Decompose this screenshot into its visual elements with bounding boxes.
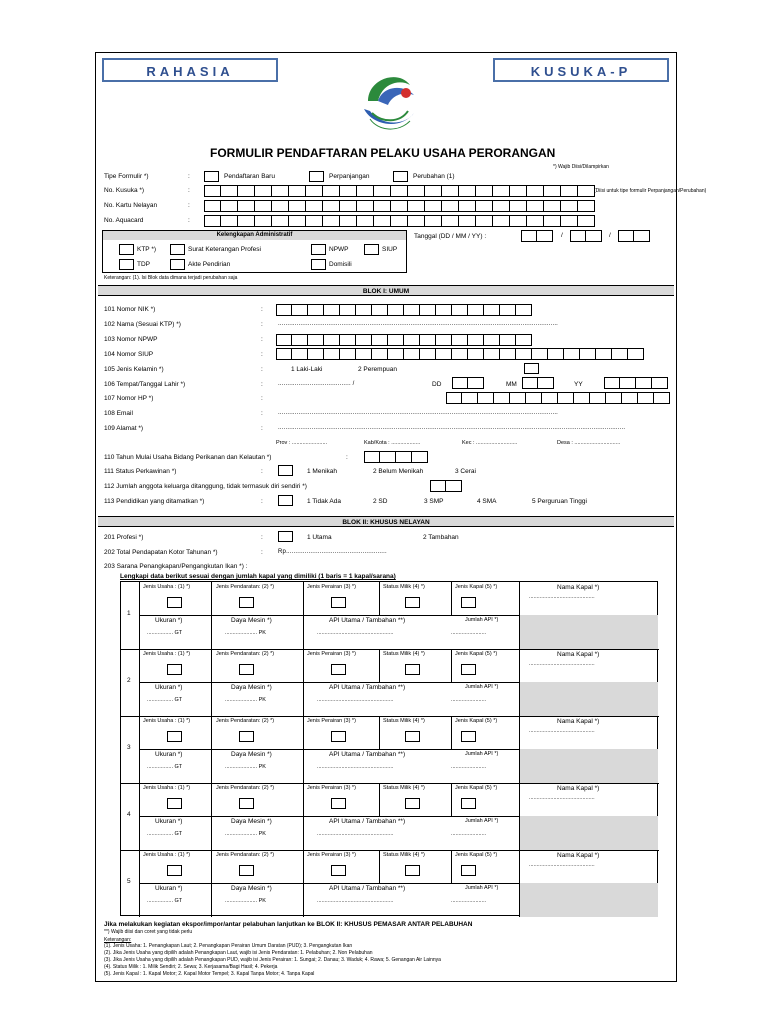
label-no-aquacard: No. Aquacard xyxy=(104,217,144,224)
input-jumlah-anggota[interactable] xyxy=(430,480,462,492)
label-dd: DD xyxy=(432,381,442,388)
status-milik-label: Status Milik (4) *) xyxy=(383,718,425,724)
jenis-perairan-label: Jenis Perairan (3) *) xyxy=(307,785,356,791)
ukuran-input[interactable]: ................. GT xyxy=(147,898,183,904)
label-desa: Desa : .............................. xyxy=(557,440,621,446)
option-utama: 1 Utama xyxy=(307,534,332,541)
input-siup[interactable] xyxy=(276,348,644,360)
vessel-row-number: 1 xyxy=(127,610,131,617)
vessel-checkbox[interactable] xyxy=(331,798,346,809)
ukuran-input[interactable]: ................. GT xyxy=(147,764,183,770)
jumlah-api-label: Jumlah API *) xyxy=(465,617,499,623)
vessel-checkbox[interactable] xyxy=(239,597,254,608)
vessel-col-divider xyxy=(451,783,452,816)
vessel-checkbox[interactable] xyxy=(239,865,254,876)
daya-mesin-input[interactable]: ..................... PK xyxy=(225,831,266,837)
api-label: API Utama / Tambahan **) xyxy=(329,617,406,624)
nama-kapal-input[interactable]: ........................................... xyxy=(529,862,595,868)
vessel-checkbox[interactable] xyxy=(239,664,254,675)
input-nik[interactable] xyxy=(276,304,532,316)
vessel-col-divider xyxy=(211,582,212,917)
vessel-checkbox[interactable] xyxy=(461,865,476,876)
vessel-checkbox[interactable] xyxy=(167,597,182,608)
jenis-usaha-label: Jenis Usaha : (1) *) xyxy=(143,651,191,657)
vessel-row-divider xyxy=(121,716,659,717)
status-milik-label: Status Milik (4) *) xyxy=(383,785,425,791)
vessel-mid-divider xyxy=(139,682,519,683)
jenis-kapal-label: Jenis Kapal (5) *) xyxy=(455,718,498,724)
option-sma: 4 SMA xyxy=(477,498,497,505)
checkbox-tdp[interactable] xyxy=(119,259,134,270)
blok-1-header: BLOK I: UMUM xyxy=(98,285,674,296)
ukuran-input[interactable]: ................. GT xyxy=(147,697,183,703)
vessel-row-divider xyxy=(121,850,659,851)
export-note: Jika melakukan kegiatan ekspor/impor/antar pelabuhan lanjutkan ke BLOK II: KHUSUS PEMASAR ANTAR PELABUHAN xyxy=(104,921,473,928)
jenis-kapal-label: Jenis Kapal (5) *) xyxy=(455,584,498,590)
vessel-checkbox[interactable] xyxy=(167,865,182,876)
admin-docs-title: Kelengkapan Administratif xyxy=(103,231,406,240)
label-tanggal: Tanggal (DD / MM / YY) : xyxy=(414,233,487,240)
vessel-checkbox[interactable] xyxy=(239,731,254,742)
keterangan-3: (3). Jika Jenis Usaha yang dipilih adalah Penangkapan PUD, wajib isi Jenis Perairan: 1. Sungai; 2. Danau; 3. Waduk; 4. Rawa; 5. Genangan Air Lainnya xyxy=(104,957,441,963)
daya-mesin-input[interactable]: ..................... PK xyxy=(225,764,266,770)
input-npwp[interactable] xyxy=(276,334,532,346)
keterangan-title: Keterangan: xyxy=(104,937,132,943)
nama-kapal-input[interactable]: ........................................... xyxy=(529,661,595,667)
nama-kapal-input[interactable]: ........................................... xyxy=(529,594,595,600)
input-lahir-mm[interactable] xyxy=(522,377,554,389)
secret-label: RAHASIA xyxy=(102,58,278,82)
vessel-row-divider xyxy=(121,783,659,784)
jenis-pendaratan-label: Jenis Pendaratan: (2) *) xyxy=(216,651,275,657)
checkbox-ktp[interactable] xyxy=(119,244,134,255)
label-sarana: 203 Sarana Penangkapan/Pengangkutan Ikan *) : xyxy=(104,563,248,570)
vessel-col-divider xyxy=(379,850,380,883)
option-pendaftaran-baru: Pendaftaran Baru xyxy=(224,173,275,180)
vessel-checkbox[interactable] xyxy=(405,731,420,742)
vessel-col-divider xyxy=(379,783,380,816)
jumlah-api-label: Jumlah API *) xyxy=(465,885,499,891)
jumlah-api-input[interactable]: ....................... xyxy=(451,764,487,770)
option-tidak-ada: 1 Tidak Ada xyxy=(307,498,341,505)
input-email[interactable]: ...................................................................................................................................................... xyxy=(278,410,559,416)
label-status-perkawinan: 111 Status Perkawinan *) xyxy=(104,468,177,475)
nama-kapal-label: Nama Kapal *) xyxy=(557,584,600,591)
checkbox-profesi[interactable] xyxy=(278,531,293,542)
label-profesi: 201 Profesi *) xyxy=(104,534,144,541)
option-belum-menikah: 2 Belum Menikah xyxy=(373,468,424,475)
jenis-perairan-label: Jenis Perairan (3) *) xyxy=(307,584,356,590)
form-title: FORMULIR PENDAFTARAN PELAKU USAHA PERORANGAN xyxy=(210,146,556,160)
input-tanggal-dd[interactable] xyxy=(521,230,553,242)
admin-akte: Akte Pendirian xyxy=(188,261,231,268)
jumlah-api-input[interactable]: ....................... xyxy=(451,697,487,703)
api-input[interactable]: .................................................. xyxy=(317,764,394,770)
nama-kapal-shade xyxy=(520,615,658,649)
label-mm: MM xyxy=(506,381,517,388)
jenis-pendaratan-label: Jenis Pendaratan: (2) *) xyxy=(216,584,275,590)
nama-kapal-shade xyxy=(520,816,658,850)
input-no-kusuka[interactable] xyxy=(204,185,595,197)
option-cerai: 3 Cerai xyxy=(455,468,476,475)
nama-kapal-label: Nama Kapal *) xyxy=(557,651,600,658)
checkbox-siup[interactable] xyxy=(364,244,379,255)
checkbox-domisili[interactable] xyxy=(311,259,326,270)
api-input[interactable]: .................................................. xyxy=(317,630,394,636)
label-pendidikan: 113 Pendidikan yang ditamatkan *) xyxy=(104,498,205,505)
vessel-checkbox[interactable] xyxy=(405,865,420,876)
label-prov: Prov : ....................... xyxy=(276,440,328,446)
form-code-label: KUSUKA-P xyxy=(493,58,669,82)
option-menikah: 1 Menikah xyxy=(307,468,337,475)
vessel-col-divider xyxy=(139,582,140,917)
jenis-pendaratan-label: Jenis Pendaratan: (2) *) xyxy=(216,852,275,858)
vessel-checkbox[interactable] xyxy=(167,664,182,675)
ukuran-label: Ukuran *) xyxy=(155,617,183,624)
daya-mesin-label: Daya Mesin *) xyxy=(231,684,272,691)
label-email: 108 Email xyxy=(104,410,133,417)
nama-kapal-shade xyxy=(520,883,658,917)
daya-mesin-label: Daya Mesin *) xyxy=(231,751,272,758)
label-jenis-kelamin: 105 Jenis Kelamin *) xyxy=(104,366,164,373)
nama-kapal-shade xyxy=(520,749,658,783)
vessel-table xyxy=(120,581,658,916)
vessel-checkbox[interactable] xyxy=(461,597,476,608)
jenis-perairan-label: Jenis Perairan (3) *) xyxy=(307,651,356,657)
admin-npwp: NPWP xyxy=(329,246,349,253)
ukuran-input[interactable]: ................. GT xyxy=(147,630,183,636)
daya-mesin-input[interactable]: ..................... PK xyxy=(225,697,266,703)
jumlah-api-input[interactable]: ....................... xyxy=(451,630,487,636)
jenis-usaha-label: Jenis Usaha : (1) *) xyxy=(143,785,191,791)
api-label: API Utama / Tambahan **) xyxy=(329,885,406,892)
jenis-kapal-label: Jenis Kapal (5) *) xyxy=(455,651,498,657)
nama-kapal-shade xyxy=(520,682,658,716)
checkbox-npwp[interactable] xyxy=(311,244,326,255)
api-label: API Utama / Tambahan **) xyxy=(329,818,406,825)
vessel-checkbox[interactable] xyxy=(331,664,346,675)
input-pendapatan[interactable]: Rp...................................................... xyxy=(278,549,387,555)
nama-kapal-label: Nama Kapal *) xyxy=(557,852,600,859)
nama-kapal-input[interactable]: ........................................... xyxy=(529,728,595,734)
vessel-checkbox[interactable] xyxy=(331,731,346,742)
label-no-kusuka: No. Kusuka *) xyxy=(104,187,145,194)
admin-ktp: KTP *) xyxy=(137,246,157,253)
label-alamat: 109 Alamat *) xyxy=(104,425,144,432)
vessel-mid-divider xyxy=(139,615,519,616)
jenis-kapal-label: Jenis Kapal (5) *) xyxy=(455,785,498,791)
input-no-kartu-nelayan[interactable] xyxy=(204,200,595,212)
vessel-row-number: 5 xyxy=(127,878,131,885)
vessel-mid-divider xyxy=(139,883,519,884)
checkbox-status-perkawinan[interactable] xyxy=(278,465,293,476)
vessel-checkbox[interactable] xyxy=(405,664,420,675)
option-perguruan-tinggi: 5 Perguruan Tinggi xyxy=(532,498,587,505)
keterangan-1: (1). Jenis Usaha: 1. Penangkapan Laut; 2. Penangkapan Perairan Umum Daratan (PUD); 3. Pengangkutan Ikan xyxy=(104,943,353,949)
vessel-row-divider xyxy=(121,649,659,650)
label-yy: YY xyxy=(574,381,583,388)
status-milik-label: Status Milik (4) *) xyxy=(383,651,425,657)
jenis-kapal-label: Jenis Kapal (5) *) xyxy=(455,852,498,858)
ukuran-label: Ukuran *) xyxy=(155,751,183,758)
checkbox-pendidikan[interactable] xyxy=(278,495,293,506)
input-no-aquacard[interactable] xyxy=(204,215,595,227)
checkbox-perpanjangan[interactable] xyxy=(309,171,324,182)
option-perubahan: Perubahan (1) xyxy=(413,173,455,180)
ukuran-input[interactable]: ................. GT xyxy=(147,831,183,837)
label-nama: 102 Nama (Sesuai KTP) *) xyxy=(104,321,181,328)
label-no-kartu-nelayan: No. Kartu Nelayan xyxy=(104,202,158,209)
api-label: API Utama / Tambahan **) xyxy=(329,684,406,691)
api-input[interactable]: .................................................. xyxy=(317,831,394,837)
vessel-row-number: 4 xyxy=(127,811,131,818)
vessel-checkbox[interactable] xyxy=(461,664,476,675)
admin-tdp: TDP xyxy=(137,261,150,268)
label-tempat-tanggal-lahir: 106 Tempat/Tanggal Lahir *) xyxy=(104,381,186,388)
input-tahun-mulai[interactable] xyxy=(364,451,428,463)
jenis-perairan-label: Jenis Perairan (3) *) xyxy=(307,718,356,724)
daya-mesin-input[interactable]: ..................... PK xyxy=(225,630,266,636)
checkbox-akte-pendirian[interactable] xyxy=(170,259,185,270)
jumlah-api-input[interactable]: ....................... xyxy=(451,898,487,904)
vessel-checkbox[interactable] xyxy=(239,798,254,809)
vessel-checkbox[interactable] xyxy=(461,798,476,809)
vessel-col-divider xyxy=(303,582,304,917)
label-npwp: 103 Nomor NPWP xyxy=(104,336,158,343)
api-input[interactable]: .................................................. xyxy=(317,898,394,904)
label-tipe-formulir: Tipe Formulir *) xyxy=(104,173,149,180)
vessel-row-number: 2 xyxy=(127,677,131,684)
input-nama[interactable]: ...................................................................................................................................................... xyxy=(278,321,559,327)
vessel-col-divider xyxy=(451,582,452,615)
input-tempat-lahir[interactable]: ....................................... / xyxy=(278,381,355,387)
kusuka-note: (Diisi untuk tipe formulir Perpanjangan/Perubahan) xyxy=(594,188,707,194)
nama-kapal-label: Nama Kapal *) xyxy=(557,718,600,725)
jenis-usaha-label: Jenis Usaha : (1) *) xyxy=(143,852,191,858)
vessel-checkbox[interactable] xyxy=(331,597,346,608)
checkbox-pendaftaran-baru[interactable] xyxy=(204,171,219,182)
vessel-col-divider xyxy=(451,716,452,749)
jenis-perairan-label: Jenis Perairan (3) *) xyxy=(307,852,356,858)
input-tanggal-mm[interactable] xyxy=(570,230,602,242)
vessel-checkbox[interactable] xyxy=(167,731,182,742)
keterangan-perubahan: Keterangan: (1). Isi Blok data dimana terjadi perubahan saja xyxy=(104,275,238,281)
input-lahir-yy[interactable] xyxy=(604,377,668,389)
vessel-checkbox[interactable] xyxy=(405,798,420,809)
daya-mesin-input[interactable]: ..................... PK xyxy=(225,898,266,904)
jenis-pendaratan-label: Jenis Pendaratan: (2) *) xyxy=(216,718,275,724)
vessel-mid-divider xyxy=(139,816,519,817)
checkbox-jenis-kelamin[interactable] xyxy=(524,363,539,374)
vessel-instruction: Lengkapi data berikut sesuai dengan jumlah kapal yang dimiliki (1 baris = 1 kapal/sarana) xyxy=(120,573,396,580)
jumlah-api-label: Jumlah API *) xyxy=(465,751,499,757)
vessel-row-number: 3 xyxy=(127,744,131,751)
daya-mesin-label: Daya Mesin *) xyxy=(231,818,272,825)
jumlah-api-label: Jumlah API *) xyxy=(465,684,499,690)
label-kec: Kec : ........................... xyxy=(462,440,518,446)
vessel-col-divider xyxy=(379,649,380,682)
nama-kapal-label: Nama Kapal *) xyxy=(557,785,600,792)
form-page: RAHASIA KUSUKA-P FORMULIR PENDAFTARAN PELAKU USAHA PERORANGAN *) Wajib Diisi/Dilampirkan Tipe Formulir *) : Pendaftaran Baru Perpanjangan Perubahan (1) No. Kusuka *) : (Diisi untuk tipe formulir Perpanjangan/Perubahan) No. Kartu Nelayan : No. Aquacard : Kelengkapan Administratif KTP *) Surat Keterangan Profesi NPWP SIUP TDP Akte Pendirian Domisili Tanggal (DD / MM / YY) : / / Keterangan: (1). Isi Blok data dimana terjadi perubahan saja BLOK I: UMUM 101 Nomor NIK *) : 102 Nama (Sesuai KTP) *) : ...................................................................................................................................................... 103 Nomor NPWP : 104 Nomor SIUP : 105 Jenis Kelamin *) : 1 Laki-Laki 2 Perempuan 106 Tempat/Tanggal Lahir *) : ....................................... / DD MM YY 107 Nomor HP *) : 108 Email : ...................................................................................................................................................... 109 Alamat *) : .......................................................................................................................................................................................... Prov : ....................... Kab/Kota : ................... Kec : ........................... Desa : .............................. 110 Tahun Mulai Usaha Bidang Perikanan dan Kelautan *) : 111 Status Perkawinan *) : 1 Menikah 2 Belum Menikah 3 Cerai 112 Jumlah anggota keluarga ditanggung, tidak termasuk diri sendiri *) 113 Pendidikan yang ditamatkan *) : 1 Tidak Ada 2 SD 3 SMP 4 SMA 5 Perguruan Tinggi BLOK II: KHUSUS NELAYAN 201 Profesi *) : 1 Utama 2 Tambahan 202 Total Pendapatan Kotor Tahunan *) : Rp...................................................... 203 Sarana Penangkapan/Pengangkutan Ikan *) : Lengkapi data berikut sesuai dengan jumlah kapal yang dimiliki (1 baris = 1 kapal/sarana) 1 Jenis Usaha : (1) *) Jenis Pendaratan: (2) *) Jenis Perairan (3) *) Status Milik (4) *) Jenis Kapal (5) *) Nama Kapal *) ........................................... Ukuran *) ................. GT Daya Mesin *) ..................... PK API Utama / Tambahan **) .................................................. Jumlah API *) ....................... 2 Jenis Usaha : (1) *) Jenis Pendaratan: (2) *) Jenis Perairan (3) *) Status Milik (4) *) Jenis Kapal (5) *) Nama Kapal *) ........................................... Ukuran *) ................. GT Daya Mesin *) ..................... PK API Utama / Tambahan **) .................................................. Jumlah API *) ....................... 3 Jenis Usaha : (1) *) Jenis Pendaratan: (2) *) Jenis Perairan (3) *) Status Milik (4) *) Jenis Kapal (5) *) Nama Kapal *) ........................................... Ukuran *) ................. GT Daya Mesin *) ..................... PK API Utama / Tambahan **) .................................................. Jumlah API *) ....................... 4 Jenis Usaha : (1) *) Jenis Pendaratan: (2) *) Jenis Perairan (3) *) Status Milik (4) *) Jenis Kapal (5) *) Nama Kapal *) ........................................... Ukuran *) ................. GT Daya Mesin *) ..................... PK API Utama / Tambahan **) .................................................. Jumlah API *) ....................... 5 Jenis Usaha : (1) *) Jenis Pendaratan: (2) *) Jenis Perairan (3) *) Status Milik (4) *) Jenis Kapal (5) *) Nama Kapal *) ........................................... Ukuran *) ................. GT Daya Mesin *) ..................... PK API Utama / Tambahan **) .................................................. Jumlah API *) ....................... Jika melakukan kegiatan ekspor/impor/antar pelabuhan lanjutkan ke BLOK II: KHUSUS PEMASAR ANTAR PELABUHAN **) Wajib diisi dan coret yang tidak perlu Keterangan: (1). Jenis Usaha: 1. Penangkapan Laut; 2. Penangkapan Perairan Umum Daratan (PUD); 3. Pengangkutan Ikan (2). Jika Jenis Usaha yang dipilih adalah Penangkapan Laut, wajib isi Jenis Pendaratan: 1. Pelabuhan; 2. Non Pelabuhan (3). Jika Jenis Usaha yang dipilih adalah Penangkapan PUD, wajib isi Jenis Perairan: 1. Sungai; 2. Danau; 3. Waduk; 4. Rawa; 5. Genangan Air Lainnya (4). Status Milik : 1. Milik Sendiri; 2. Sewa; 3. Kerjasama/Bagi Hasil; 4. Pekerja (5). Jenis Kapal : 1. Kapal Motor; 2. Kapal Motor Tempel; 3. Kapal Tanpa Motor; 4. Tanpa Kapal xyxy=(95,52,677,982)
vessel-col-divider xyxy=(519,582,520,917)
input-tanggal-yy[interactable] xyxy=(618,230,650,242)
ukuran-label: Ukuran *) xyxy=(155,684,183,691)
checkbox-perubahan[interactable] xyxy=(393,171,408,182)
jumlah-api-input[interactable]: ....................... xyxy=(451,831,487,837)
vessel-col-divider xyxy=(379,716,380,749)
jumlah-api-label: Jumlah API *) xyxy=(465,818,499,824)
keterangan-2: (2). Jika Jenis Usaha yang dipilih adalah Penangkapan Laut, wajib isi Jenis Pendaratan: 1. Pelabuhan; 2. Non Pelabuhan xyxy=(104,950,373,956)
keterangan-4: (4). Status Milik : 1. Milik Sendiri; 2. Sewa; 3. Kerjasama/Bagi Hasil; 4. Pekerja xyxy=(104,964,278,970)
input-nomor-hp[interactable] xyxy=(446,392,670,404)
label-tahun-mulai: 110 Tahun Mulai Usaha Bidang Perikanan dan Kelautan *) xyxy=(104,454,272,461)
keterangan-5: (5). Jenis Kapal : 1. Kapal Motor; 2. Kapal Motor Tempel; 3. Kapal Tanpa Motor; 4. Tanpa Kapal xyxy=(104,971,315,977)
required-note: *) Wajib Diisi/Dilampirkan xyxy=(553,164,609,170)
jenis-usaha-label: Jenis Usaha : (1) *) xyxy=(143,584,191,590)
admin-domisili: Domisili xyxy=(329,261,352,268)
status-milik-label: Status Milik (4) *) xyxy=(383,852,425,858)
blok-2-header: BLOK II: KHUSUS NELAYAN xyxy=(98,516,674,527)
jenis-usaha-label: Jenis Usaha : (1) *) xyxy=(143,718,191,724)
vessel-checkbox[interactable] xyxy=(167,798,182,809)
api-input[interactable]: .................................................. xyxy=(317,697,394,703)
input-lahir-dd[interactable] xyxy=(452,377,484,389)
ministry-logo xyxy=(348,61,430,143)
option-tambahan: 2 Tambahan xyxy=(423,534,459,541)
option-perpanjangan: Perpanjangan xyxy=(329,173,370,180)
label-kab-kota: Kab/Kota : ................... xyxy=(364,440,421,446)
option-perempuan: 2 Perempuan xyxy=(358,366,398,373)
vessel-col-divider xyxy=(451,649,452,682)
daya-mesin-label: Daya Mesin *) xyxy=(231,885,272,892)
jenis-pendaratan-label: Jenis Pendaratan: (2) *) xyxy=(216,785,275,791)
status-milik-label: Status Milik (4) *) xyxy=(383,584,425,590)
nama-kapal-input[interactable]: ........................................... xyxy=(529,795,595,801)
api-label: API Utama / Tambahan **) xyxy=(329,751,406,758)
label-nomor-hp: 107 Nomor HP *) xyxy=(104,395,154,402)
vessel-col-divider xyxy=(451,850,452,883)
vessel-checkbox[interactable] xyxy=(405,597,420,608)
wajib-note: **) Wajib diisi dan coret yang tidak perlu xyxy=(104,929,193,935)
admin-siup: SIUP xyxy=(382,246,398,253)
vessel-mid-divider xyxy=(139,749,519,750)
daya-mesin-label: Daya Mesin *) xyxy=(231,617,272,624)
label-siup: 104 Nomor SIUP xyxy=(104,351,154,358)
input-alamat[interactable]: .......................................................................................................................................................................................... xyxy=(278,425,626,431)
ukuran-label: Ukuran *) xyxy=(155,818,183,825)
option-sd: 2 SD xyxy=(373,498,388,505)
vessel-checkbox[interactable] xyxy=(461,731,476,742)
vessel-checkbox[interactable] xyxy=(331,865,346,876)
checkbox-surat-keterangan-profesi[interactable] xyxy=(170,244,185,255)
label-nik: 101 Nomor NIK *) xyxy=(104,306,156,313)
label-jumlah-anggota: 112 Jumlah anggota keluarga ditanggung, tidak termasuk diri sendiri *) xyxy=(104,483,307,490)
ukuran-label: Ukuran *) xyxy=(155,885,183,892)
label-pendapatan: 202 Total Pendapatan Kotor Tahunan *) xyxy=(104,549,218,556)
admin-surat-keterangan: Surat Keterangan Profesi xyxy=(188,246,261,253)
option-smp: 3 SMP xyxy=(424,498,444,505)
option-laki-laki: 1 Laki-Laki xyxy=(291,366,323,373)
vessel-col-divider xyxy=(379,582,380,615)
